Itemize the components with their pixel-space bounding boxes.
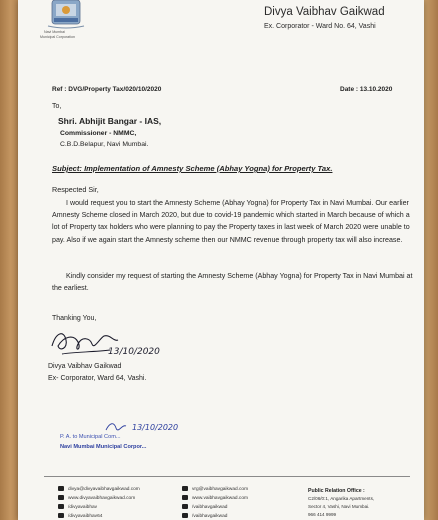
globe-icon (58, 495, 64, 500)
body-paragraph-1: I would request you to start the Amnesty Scheme (Abhay Yogna) for Property Tax in Navi Mumbai. Our earlier Amnesty Scheme closed in March 2020, but due to covid-19 pandemic which started in March because of which a lot of Property tax holders who were planning to pay the Property taxes in last week of March 2020 were unable to pay. Also if we again start the Amnesty scheme then our NMMC revenue through property tax will also increase. (52, 199, 410, 244)
logo-caption-1: Navi Mumbai (44, 30, 65, 34)
background-wood-left (0, 0, 18, 520)
pr-office-line-1: C2/06/0:1, Angarika Apartments, (308, 496, 375, 501)
letter-date: Date : 13.10.2020 (340, 86, 393, 93)
body-paragraph-2: Kindly consider my request of starting the Amnesty Scheme (Abhay Yogna) for Property Tax in Navi Mumbai at the earliest. (52, 272, 413, 293)
footer-contact-4: /divyavaibhav64 (58, 513, 102, 519)
letterhead-subtitle: Ex. Corporator - Ward No. 64, Vashi (264, 23, 376, 30)
mail-icon (182, 486, 188, 491)
instagram-icon (58, 513, 64, 518)
letter-page (18, 0, 424, 520)
footer-contact-6: www.vaibhavgaikwad.com (182, 495, 248, 501)
closing-thanks: Thanking You, (52, 315, 97, 322)
globe-icon (182, 495, 188, 500)
salutation: Respected Sir, (52, 185, 99, 194)
nmmc-logo-icon (46, 0, 86, 30)
recipient-title: Commissioner - NMMC, (60, 130, 137, 137)
instagram-icon (182, 513, 188, 518)
footer-contact-1: divya@divyavaibhavgaikwad.com (58, 486, 140, 492)
pr-office-title: Public Relation Office : (308, 488, 365, 494)
footer-contact-2: www.divyavaibhavgaikwad.com (58, 495, 135, 501)
stamp-date: 13/10/2020 (132, 423, 179, 432)
reference-number: Ref : DVG/Property Tax/020/10/2020 (52, 86, 162, 93)
footer-divider (44, 476, 410, 477)
signatory-name: Divya Vaibhav Gaikwad (48, 363, 122, 370)
mail-icon (58, 486, 64, 491)
pr-office-phone: 966 414 9999 (308, 512, 337, 517)
footer-contact-7: /vaibhavgaikwad (182, 504, 227, 510)
signatory-role: Ex- Corporator, Ward 64, Vashi. (48, 375, 147, 382)
stamp-line-2: Navi Mumbai Municipal Corpor... (60, 444, 147, 450)
signature-date: 13/10/2020 (108, 347, 160, 357)
recipient-address: C.B.D.Belapur, Navi Mumbai. (60, 141, 149, 148)
footer-contact-3: /divyavaibhav (58, 504, 97, 510)
facebook-icon (58, 504, 64, 509)
to-label: To, (52, 103, 62, 110)
footer-contact-5: vrg@vaibhavgaikwad.com (182, 486, 248, 492)
logo-caption-2: Municipal Corporation (40, 35, 75, 39)
footer-contact-8: /vaibhavgaikwad (182, 513, 227, 519)
letterhead-name: Divya Vaibhav Gaikwad (264, 6, 385, 18)
subject-line: Subject: Implementation of Amnesty Scheme (Abhay Yogna) for Property Tax. (52, 164, 333, 173)
facebook-icon (182, 504, 188, 509)
stamp-line-1: P. A. to Municipal Com... (60, 434, 121, 440)
pr-office-line-2: Sector 4, Vashi, Navi Mumbai. (308, 504, 370, 509)
handwritten-signature (44, 322, 174, 362)
background-wood-right (424, 0, 438, 520)
recipient-name: Shri. Abhijit Bangar - IAS, (58, 116, 162, 126)
